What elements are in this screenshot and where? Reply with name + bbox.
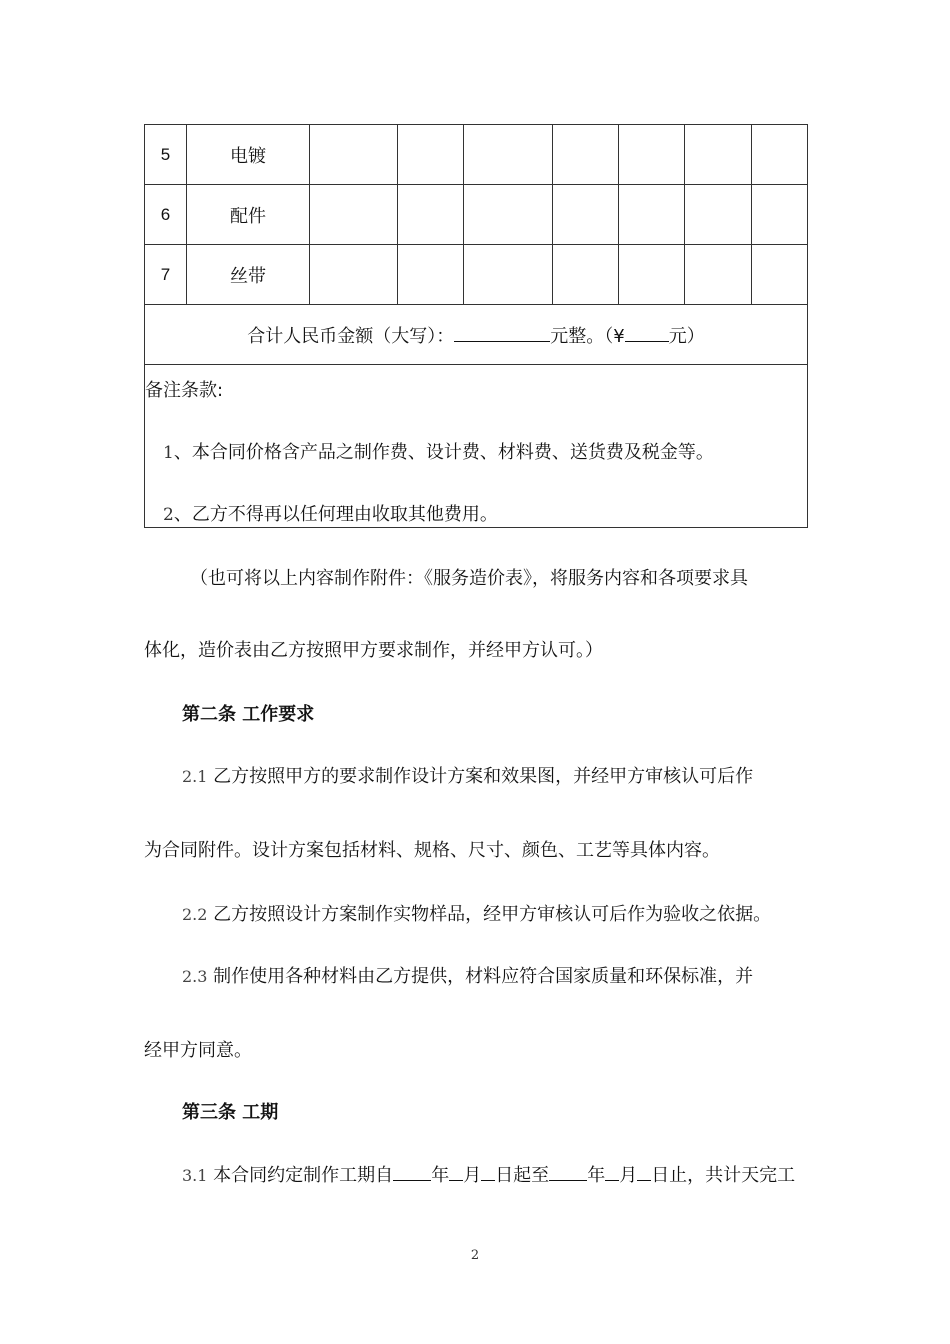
- table-cell: [619, 245, 685, 305]
- year-label: 年: [587, 1165, 606, 1186]
- attachment-note-line1: （也可将以上内容制作附件：《服务造价表》，将服务内容和各项要求具: [190, 568, 748, 589]
- row-item: 电镀: [187, 125, 310, 185]
- total-label: 合计人民币金额（大写）：: [247, 325, 455, 347]
- end-day-blank: [637, 1162, 651, 1181]
- note-text: 、本合同价格含产品之制作费、设计费、材料费、送货费及税金等。: [173, 442, 714, 463]
- clause-text: 乙方按照甲方的要求制作设计方案和效果图，并经甲方审核认可后作: [207, 766, 754, 787]
- clause-text: 乙方按照设计方案制作实物样品，经甲方审核认可后作为验收之依据。: [207, 904, 772, 925]
- table-cell: [685, 125, 752, 185]
- table-cell: [553, 125, 619, 185]
- month-label: 月: [619, 1165, 638, 1186]
- clause-number: 2.2: [182, 905, 208, 924]
- table-row: [145, 245, 808, 305]
- clause-2-2: [144, 902, 845, 928]
- article-3-heading: 第三条 工期: [182, 1102, 279, 1123]
- clause-2-3-line1: [144, 964, 845, 990]
- month-label: 月: [463, 1165, 482, 1186]
- total-row: [145, 305, 808, 365]
- clause-text: 制作使用各种材料由乙方提供，材料应符合国家质量和环保标准，并: [207, 966, 754, 987]
- row-number: 5: [145, 125, 187, 185]
- table-cell: [685, 185, 752, 245]
- amount-number-blank: [625, 323, 669, 342]
- note-item: [145, 503, 807, 527]
- start-month-blank: [449, 1162, 463, 1181]
- total-end: 元）: [668, 325, 705, 347]
- table-cell: [752, 245, 808, 305]
- notes-cell: [145, 365, 808, 528]
- table-cell: [464, 245, 553, 305]
- row-item: 配件: [187, 185, 310, 245]
- note-item: [145, 441, 807, 465]
- table-cell: [398, 125, 464, 185]
- table-cell: [752, 125, 808, 185]
- row-item: 丝带: [187, 245, 310, 305]
- total-amount-cell: [145, 305, 808, 365]
- total-suffix: 元整。（¥: [550, 325, 625, 347]
- price-table: [144, 124, 808, 528]
- table-cell: [619, 185, 685, 245]
- note-number: 1: [163, 443, 174, 463]
- start-day-blank: [481, 1162, 495, 1181]
- clause-2-1-line1: [144, 764, 845, 790]
- table-cell: [752, 185, 808, 245]
- row-number: 6: [145, 185, 187, 245]
- table-cell: [464, 125, 553, 185]
- table-cell: [553, 185, 619, 245]
- table-cell: [685, 245, 752, 305]
- note-text: 、乙方不得再以任何理由收取其他费用。: [173, 504, 498, 525]
- clause-2-1-line2: 为合同附件。设计方案包括材料、规格、尺寸、颜色、工艺等具体内容。: [144, 840, 720, 861]
- row-number: 7: [145, 245, 187, 305]
- table-cell: [310, 185, 398, 245]
- table-cell: [310, 245, 398, 305]
- day-label-end: 日止，共计天完工: [651, 1165, 796, 1186]
- table-cell: [398, 185, 464, 245]
- note-number: 2: [163, 505, 174, 525]
- article-2-heading: 第二条 工作要求: [182, 704, 315, 725]
- table-cell: [553, 245, 619, 305]
- clause-number: 2.3: [182, 967, 208, 986]
- table-cell: [619, 125, 685, 185]
- start-year-blank: [393, 1162, 431, 1181]
- end-month-blank: [605, 1162, 619, 1181]
- table-cell: [464, 185, 553, 245]
- clause-3-1: [144, 1162, 845, 1189]
- notes-title: 备注条款:: [145, 380, 224, 401]
- page-number: 2: [470, 1248, 480, 1263]
- end-year-blank: [549, 1162, 587, 1181]
- table-row: [145, 125, 808, 185]
- attachment-note-line2: 体化，造价表由乙方按照甲方要求制作，并经甲方认可。）: [144, 640, 603, 661]
- notes-row: [145, 365, 808, 528]
- day-label: 日起至: [495, 1165, 550, 1186]
- table-cell: [310, 125, 398, 185]
- table-row: [145, 185, 808, 245]
- clause-number: 3.1: [182, 1166, 208, 1185]
- clause-number: 2.1: [182, 767, 208, 786]
- table-cell: [398, 245, 464, 305]
- clause-2-3-line2: 经甲方同意。: [144, 1040, 252, 1061]
- clause-text: 本合同约定制作工期自: [207, 1165, 394, 1186]
- year-label: 年: [431, 1165, 450, 1186]
- amount-words-blank: [454, 323, 550, 342]
